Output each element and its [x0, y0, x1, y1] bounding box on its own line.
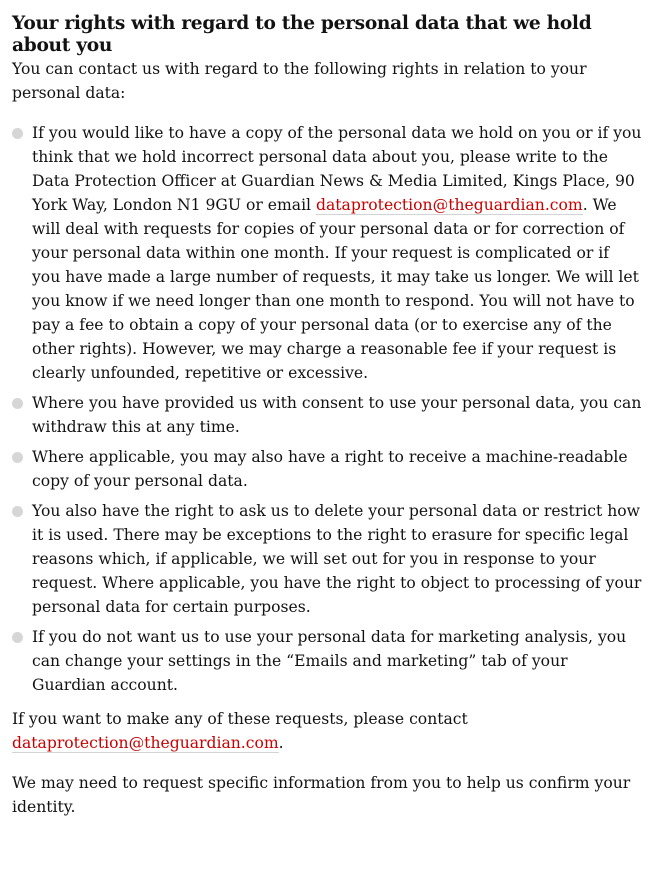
section-heading: Your rights with regard to the personal data that we hold about you [12, 13, 592, 56]
identity-paragraph: We may need to request specific information from you to help us confirm your identity. [12, 774, 631, 816]
intro-paragraph: You can contact us with regard to the following rights in relation to your personal data: [12, 60, 587, 102]
email-link[interactable]: dataprotection@theguardian.com [316, 196, 583, 214]
bullet-icon [12, 128, 23, 139]
list-item [12, 625, 642, 697]
list-item [12, 445, 642, 493]
list-item [12, 391, 642, 439]
bullet-icon [12, 506, 23, 517]
contact-paragraph [12, 707, 642, 755]
list-item-text: If you do not want us to use your personal data for marketing analysis, you can change your settings in the “Emails and marketing” tab of your Guardian account. [32, 628, 627, 694]
list-item-text: You also have the right to ask us to delete your personal data or restrict how it is used. There may be exceptions to the right to erasure for specific legal reasons which, if applicable, we will set out for you in response to your request. Where applicable, you have the right to object to processing of your personal data for certain purposes. [32, 502, 642, 616]
list-item-text: Where applicable, you may also have a right to receive a machine-readable copy of your personal data. [32, 448, 628, 490]
contact-email-link[interactable]: dataprotection@theguardian.com [12, 734, 279, 752]
list-item-text: . We will deal with requests for copies of your personal data or for correction of your personal data within one month. If your request is complicated or if you have made a large number of requests, it may take us longer. We will let you know if we need longer than one month to respond. You will not have to pay a fee to obtain a copy of your personal data (or to exercise any of the other rights). However, we may charge a reasonable fee if your request is clearly unfounded, repetitive or excessive. [32, 196, 639, 382]
bullet-icon [12, 398, 23, 409]
rights-list [12, 121, 642, 697]
list-item [12, 121, 642, 385]
list-item-text: Where you have provided us with consent to use your personal data, you can withdraw this at any time. [32, 394, 642, 436]
list-item [12, 499, 642, 619]
contact-text: If you want to make any of these requests, please contact [12, 710, 468, 728]
bullet-icon [12, 632, 23, 643]
privacy-rights-section [12, 13, 642, 819]
contact-text-end: . [278, 734, 284, 752]
bullet-icon [12, 452, 23, 463]
list-item-text: If you would like to have a copy of the personal data we hold on you or if you think that we hold incorrect personal data about you, please write to the Data Protection Officer at Guardian News & Media Limited, Kings Place, 90 York Way, London N1 9GU or email [32, 124, 642, 214]
